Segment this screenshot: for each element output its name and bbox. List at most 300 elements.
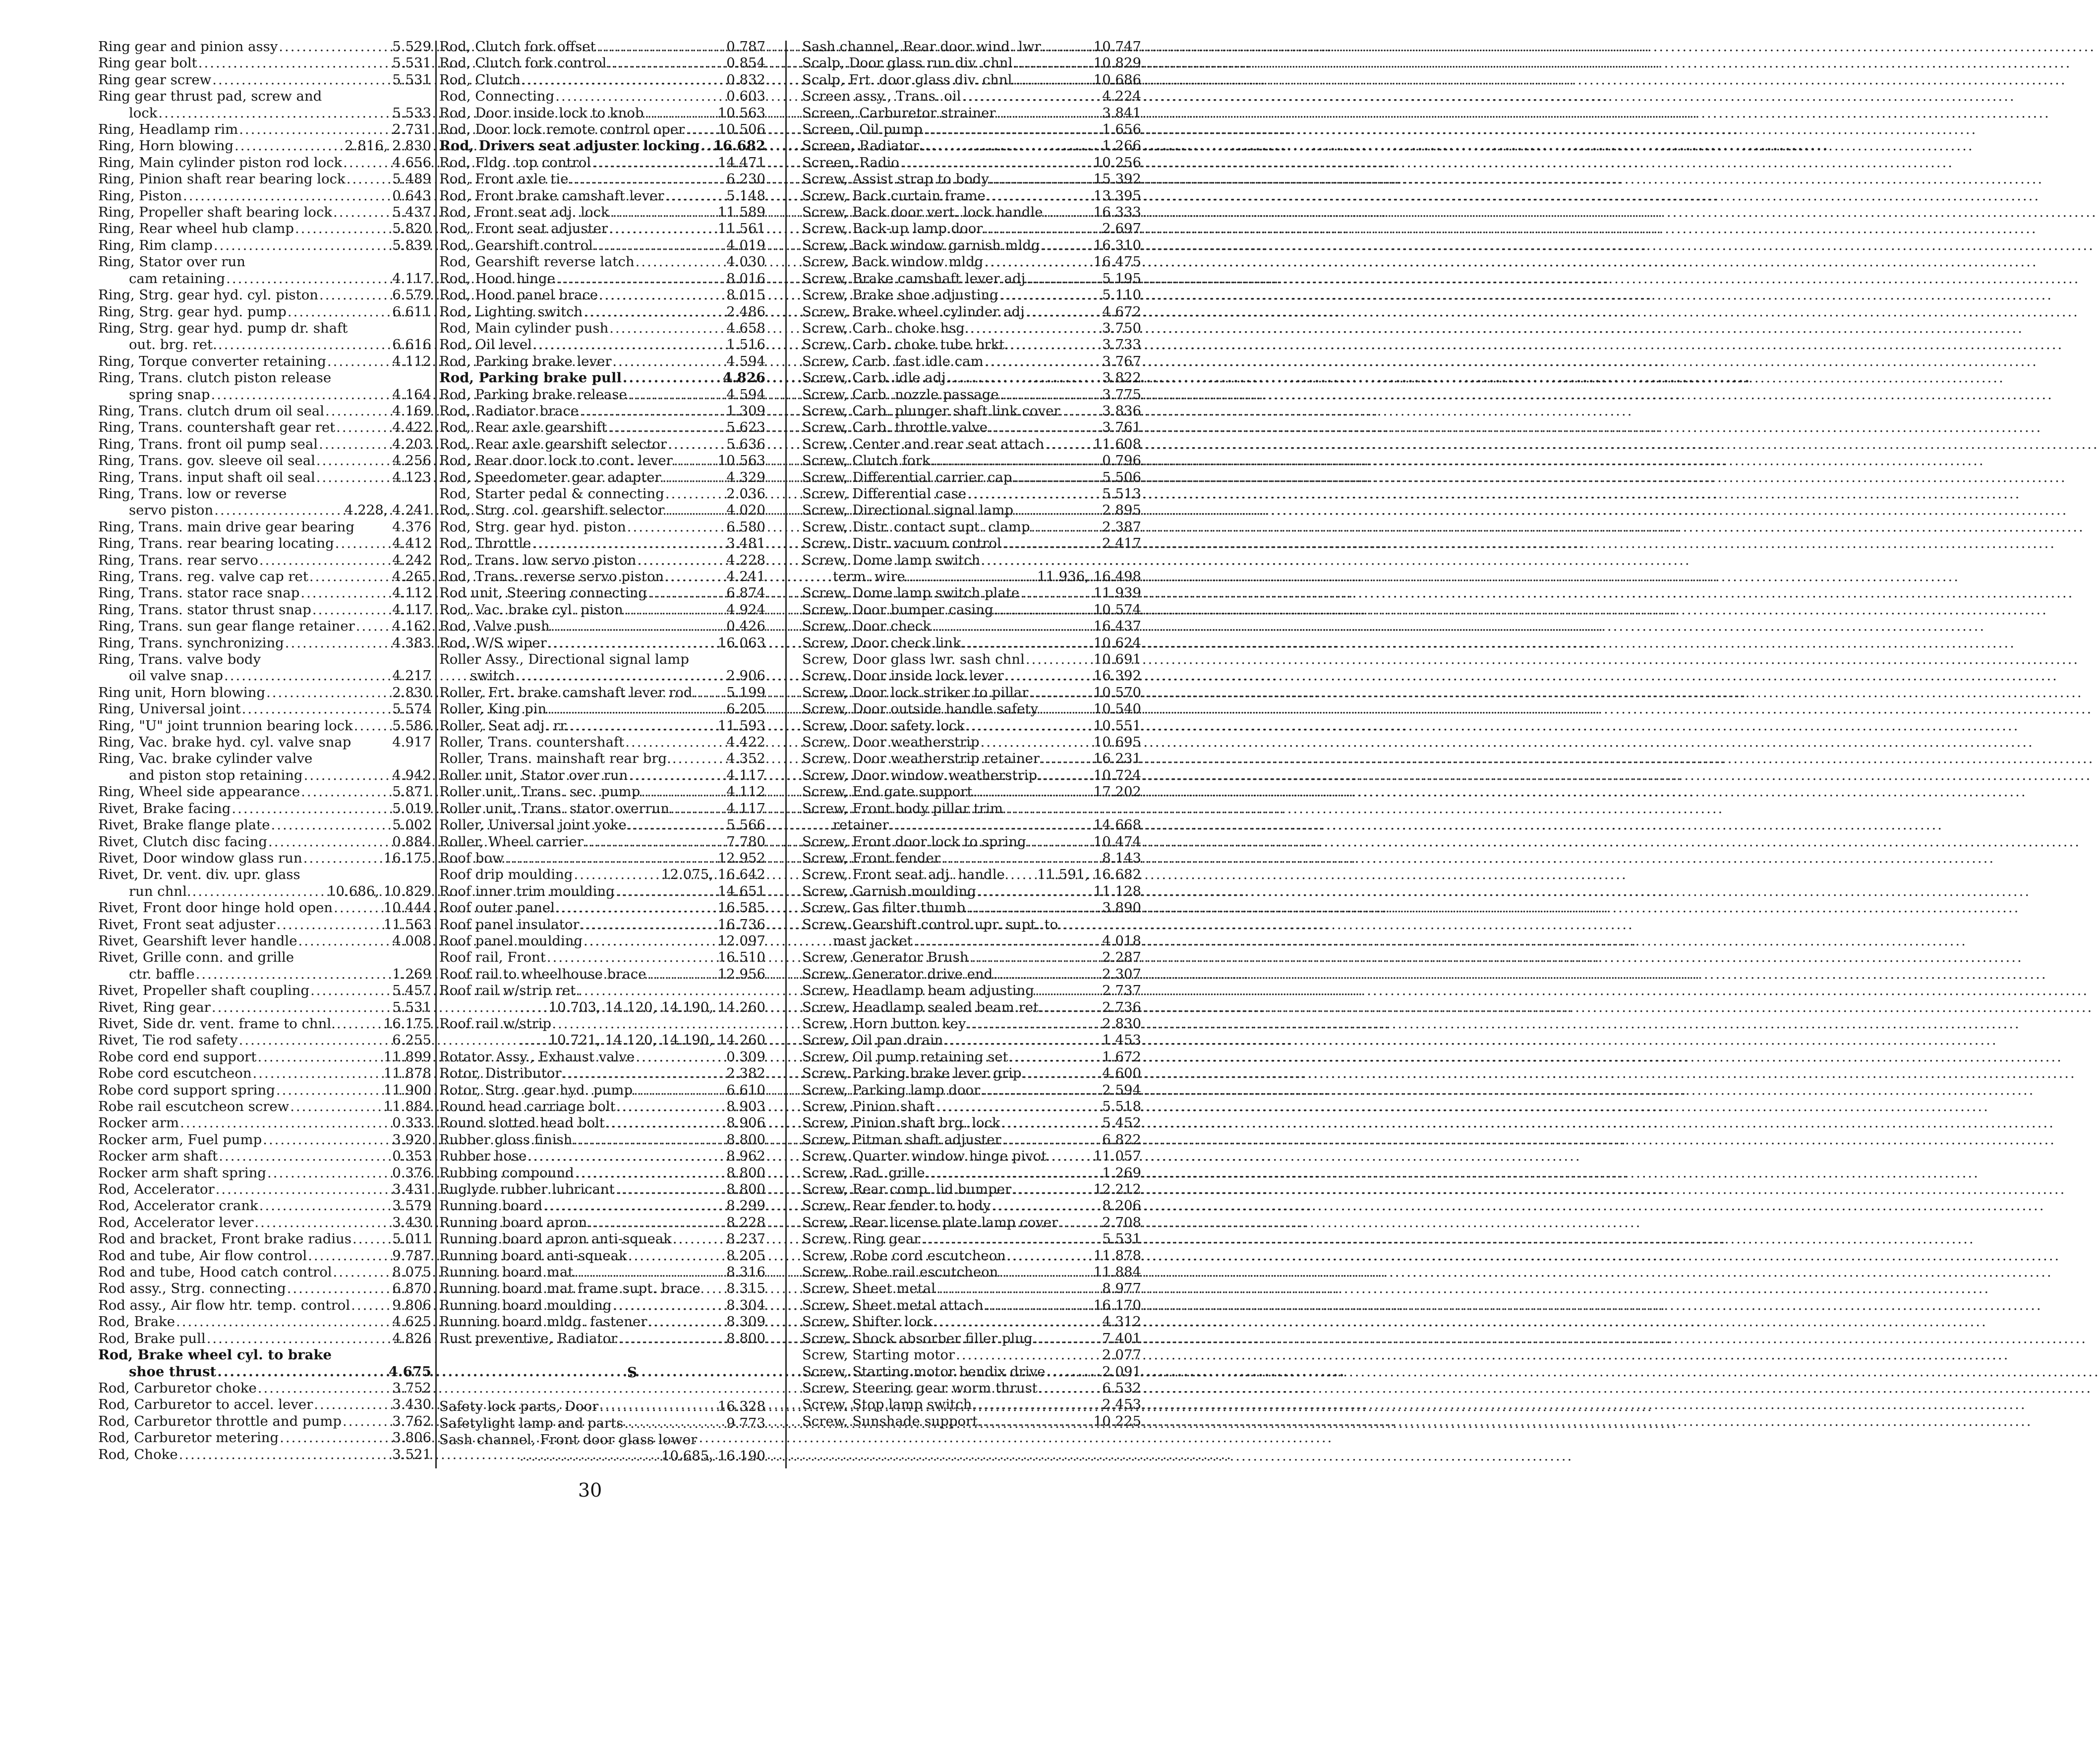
entry-page-ref: 6.616 [392,337,431,353]
entry-page-ref: 8.309 [726,1314,765,1330]
dot-leader [609,320,725,337]
dot-leader [1031,519,1102,535]
entry-page-ref: 7.401 [1102,1330,1141,1346]
entry-page-ref: 3.430 [392,1396,431,1413]
entry-page-ref: 2.697 [1102,221,1141,237]
index-entry [439,320,765,337]
dot-leader [644,105,716,121]
entry-page-ref: 16.175 [383,850,431,866]
entry-page-ref: 0.603 [726,88,765,105]
dot-leader [266,685,391,701]
index-entry [98,419,431,436]
index-entry-continued: Rod, Brake wheel cyl. to brake [98,1347,332,1363]
entry-page-ref: 9.806 [392,1297,431,1313]
entry-page-ref: 11.057 [1093,1148,1141,1164]
entry-term: Rivet, Ring gear [98,999,211,1015]
index-entry [802,966,1141,983]
index-entry-continued: Screw, Gearshift control upr. supt. to [802,916,1058,932]
index-entry [802,138,1141,154]
entry-term: Screw, Robe cord escutcheon [802,1247,1006,1264]
entry-page-ref: 15.392 [1093,171,1141,187]
index-entry [98,1115,431,1131]
entry-page-ref: 6.822 [1102,1131,1141,1148]
dot-leader [1041,237,1093,254]
index-entry [802,867,1141,883]
dot-leader [1034,1331,1102,1347]
index-entry-continued: Ring, Trans. valve body [98,651,261,668]
index-entry [802,72,1141,88]
dot-leader [931,453,1101,469]
dot-leader [985,353,1102,370]
entry-term: Rivet, Door window glass run [98,850,302,866]
entry-term: Rod, Accelerator crank [98,1198,258,1214]
entry-term: Rod assy., Strg. connecting [98,1280,286,1297]
dot-leader [268,834,391,850]
entry-term: Screw, Shifter lock [802,1314,933,1330]
entry-term: Robe cord support spring [98,1082,275,1098]
dot-leader [607,55,725,71]
index-entry [802,204,1141,221]
entry-page-ref: 3.920 [392,1131,431,1148]
dot-leader [239,121,391,138]
dot-leader [325,403,391,419]
entry-page-ref: 4.312 [1102,1314,1141,1330]
dot-leader [637,552,725,569]
entry-page-ref: 1.516 [726,337,765,353]
entry-page-ref: 5.110 [1102,287,1141,303]
entry-page-ref: 16.682 [713,138,765,154]
index-entry [439,1198,765,1214]
index-entry [802,271,1141,287]
entry-page-ref: 4.112 [392,585,431,601]
index-entry [98,1165,431,1181]
dot-leader [1035,983,1101,999]
dot-leader [1041,751,1093,767]
index-entry [98,602,431,618]
dot-leader [226,271,391,287]
dot-leader [1027,834,1093,850]
entry-page-ref: 4.112 [726,784,765,800]
entry-page-ref: 1.309 [726,403,765,419]
index-entry [98,188,431,204]
dot-leader [672,751,725,767]
entry-page-ref: 9.773 [726,1415,765,1431]
entry-page-ref: 0.376 [392,1164,431,1181]
entry-page-ref: 0.832 [726,71,765,88]
index-entry [98,1032,431,1048]
dot-leader [556,271,725,287]
entry-term: Screw, Generator drive end [802,966,993,982]
entry-page-ref: 10.563 [717,105,765,121]
dot-leader [970,320,1102,337]
entry-page-ref: 4.117 [392,601,431,618]
entry-term: Screw, Dome lamp switch plate [802,585,1020,601]
index-entry [98,1297,431,1314]
entry-term: Screw, Horn button key [802,1015,966,1032]
index-entry [439,171,765,187]
entry-term: Ring, Strg. gear hyd. pump [98,303,287,320]
index-entry-continued: Roller Assy., Directional signal lamp [439,651,689,668]
entry-page-ref: 5.623 [726,419,765,436]
index-entry [439,271,765,287]
entry-page-ref: 4.112 [392,353,431,369]
entry-term: Rod, Throttle [439,535,531,552]
entry-page-ref: 8.800 [726,1131,765,1148]
entry-page-ref: 2.486 [726,303,765,320]
entry-page-ref: 12.956 [717,966,765,982]
entry-page-ref: 14.471 [717,154,765,171]
dot-leader [271,817,391,833]
index-entry [802,403,1141,419]
entry-page-ref: 2.287 [1102,949,1141,966]
index-entry [98,72,431,88]
entry-term: Screw, Back curtain frame [802,187,986,204]
entry-term: Rod, Clutch fork offset [439,39,596,55]
index-entry [98,552,431,569]
entry-page-ref: 11.884 [1093,1264,1141,1280]
entry-page-ref: 1.672 [1102,1048,1141,1065]
dot-leader [616,1181,725,1198]
dot-leader [670,801,725,817]
entry-page-ref: 4.117 [726,800,765,816]
entry-page-ref: 8.237 [726,1231,765,1247]
entry-term: Rod, Hood panel brace [439,287,598,303]
index-entry [98,1396,431,1413]
index-entry [802,519,1141,535]
index-entry [98,1248,431,1264]
dot-leader [276,1082,383,1099]
index-entry [439,1032,765,1048]
index-entry [98,850,431,867]
index-entry [802,618,1141,635]
index-entry [98,155,431,171]
index-entry [802,933,1141,949]
index-entry [802,419,1141,436]
entry-page-ref: 0.426 [726,618,765,635]
entry-page-ref: 5.148 [726,187,765,204]
entry-term: Roof inner trim moulding [439,883,615,899]
entry-term: switch [470,668,515,684]
dot-leader [1046,1364,1101,1380]
entry-page-ref: 11.878 [1093,1247,1141,1264]
index-entry-continued: Screw, Dome lamp switch [802,552,981,568]
dot-leader [312,602,391,618]
dot-leader [1002,535,1101,552]
dot-leader [634,1082,725,1099]
index-entry [98,1314,431,1330]
index-entry [802,668,1141,684]
dot-leader [966,718,1093,734]
index-entry [802,850,1141,867]
entry-page-ref: 11.593 [717,717,765,734]
dot-leader [932,618,1093,635]
entry-page-ref: 4.030 [726,254,765,270]
entry-term: Ring, Torque converter retaining [98,353,326,369]
dot-leader [354,718,392,734]
entry-term: Rod unit, Steering connecting [439,585,647,601]
entry-page-ref: 16.170 [1093,1297,1141,1313]
dot-leader [196,966,392,983]
entry-page-ref: 16.310 [1093,237,1141,253]
index-entry-continued: Roof rail w/strip [439,1015,552,1032]
dot-leader [574,867,660,883]
entry-term: Rod, Parking brake lever [439,353,612,369]
dot-leader [573,1132,725,1148]
entry-term: Ring, Main cylinder piston rod lock [98,154,343,171]
index-entry [802,1280,1141,1297]
entry-term: Rod, Parking brake release [439,386,627,403]
entry-page-ref: 4.924 [726,601,765,618]
entry-term: Roller, Trans. mainshaft rear brg. [439,751,671,767]
index-entry [802,535,1141,552]
entry-term: Ring, Horn blowing [98,138,234,154]
index-entry [439,602,765,618]
entry-term: Screen, Carburetor strainer [802,105,996,121]
entry-page-ref: 4.656 [392,154,431,171]
index-entry [439,585,765,601]
entry-term: Screw, Door check link [802,635,961,651]
entry-page-ref: 4.164 [392,386,431,403]
entry-page-ref: 5.529 [392,39,431,55]
entry-term: Roof panel moulding [439,932,583,949]
entry-term: Rocker arm [98,1115,179,1131]
entry-term: mast jacket [833,932,913,949]
index-entry [439,635,765,651]
index-entry [98,403,431,419]
entry-term: Running board mldg. fastener [439,1314,647,1330]
entry-term: oil valve snap [129,668,223,684]
entry-term: Screw, Back-up lamp door [802,221,983,237]
entry-term: Rod, W/S wiper [439,635,547,651]
entry-term: Screw, Starting motor [802,1347,955,1363]
entry-term: Screw, Carb. nozzle passage [802,386,999,403]
dot-leader [258,1380,391,1396]
entry-page-ref: 12.097 [717,932,765,949]
entry-term: Roof rail to wheelhouse brace [439,966,646,982]
index-entry [98,1264,431,1280]
entry-term: Screw, Steering gear worm thrust [802,1380,1038,1396]
index-entry [802,1032,1141,1048]
entry-term: Rod, Choke [98,1446,178,1462]
dot-leader [301,784,391,800]
index-entry [439,1314,765,1330]
dot-leader [343,1413,391,1430]
dot-leader [1013,72,1092,88]
entry-page-ref: 4.228 [726,552,765,568]
entry-term: Screw, Carb. throttle valve [802,419,988,436]
dot-leader [613,353,726,370]
dot-leader [520,1448,660,1464]
entry-term: Screw, Starting motor bendix drive [802,1363,1046,1380]
entry-page-ref: 11.591, 16.682 [1037,867,1141,883]
dot-leader [216,1181,392,1198]
entry-page-ref: 8.075 [392,1264,431,1280]
entry-page-ref: 16.328 [717,1398,765,1415]
index-entry [439,1264,765,1280]
index-entry [439,1132,765,1148]
entry-term: Screw, Carb. idle adj. [802,370,950,386]
entry-page-ref: 3.750 [1102,320,1141,336]
index-column-2 [439,39,765,1465]
entry-term: Screw, Sheet metal attach. [802,1297,988,1313]
dot-leader [999,1264,1092,1280]
entry-page-ref: 4.352 [726,751,765,767]
index-entry [439,999,765,1016]
index-entry [802,254,1141,270]
index-entry [98,436,431,453]
entry-term: Ring, Rear wheel hub clamp [98,221,294,237]
index-entry [802,1082,1141,1099]
entry-page-ref: 0.884 [392,833,431,850]
index-entry [439,734,765,751]
dot-leader [1026,651,1093,668]
entry-page-ref: 5.820 [392,221,431,237]
entry-page-ref: 16.736 [717,916,765,932]
index-entry [439,801,765,817]
entry-term: Screw, Front door lock to spring [802,833,1026,850]
entry-term: Ring, Trans. stator thrust snap [98,601,311,618]
index-entry [802,486,1141,502]
entry-page-ref: 4.265 [392,569,431,584]
entry-term: Screw, Distr. vacuum control [802,535,1001,552]
dot-leader [914,933,1102,949]
entry-page-ref: 4.123 [392,469,431,485]
dot-leader [647,966,716,983]
entry-term: Screw, Differential case [802,485,967,502]
entry-page-ref: 2.382 [726,1065,765,1082]
index-entry [439,237,765,254]
dot-leader [547,949,717,966]
entry-term: Rod, Drivers seat adjuster locking [439,138,700,154]
entry-page-ref: 3.761 [1102,419,1141,436]
entry-page-ref: 5.531 [392,71,431,88]
entry-page-ref: 2.077 [1102,1347,1141,1363]
entry-term: Rod, Vac. brake cyl. piston [439,601,623,618]
index-entry [439,88,765,105]
index-entry [439,436,765,453]
entry-term: Screen, Radio [802,154,899,171]
index-entry [98,204,431,221]
index-entry [802,337,1141,353]
dot-leader [618,1331,725,1347]
entry-page-ref: 0.643 [392,187,431,204]
dot-leader [520,1032,548,1048]
index-entry [802,1132,1141,1148]
entry-term: Screw, Door check [802,618,931,635]
entry-page-ref: 14.651 [717,883,765,899]
dot-leader [522,72,725,88]
dot-leader [1026,271,1101,287]
entry-term: Rod, Front seat adj. lock [439,204,609,221]
index-entry [439,817,765,833]
entry-page-ref: 11.563 [383,916,431,932]
entry-term: Roof drip moulding [439,867,573,883]
entry-page-ref: 5.531 [1102,1231,1141,1247]
entry-page-ref: 6.610 [726,1082,765,1098]
index-entry [98,983,431,999]
dot-leader [335,535,391,552]
entry-page-ref: 8.906 [726,1115,765,1131]
entry-term: Screen, Oil pump [802,121,923,138]
dot-leader [207,1331,392,1347]
entry-term: Running board mat frame supt. brace [439,1280,700,1297]
dot-leader [581,917,717,933]
entry-term: Rod, Fldg. top control [439,154,591,171]
dot-leader [956,1347,1101,1363]
entry-page-ref: 2.906 [726,668,765,684]
index-entry [802,436,1141,453]
index-entry [802,1264,1141,1280]
entry-page-ref: 10.624 [1093,635,1141,651]
entry-page-ref: 8.143 [1102,850,1141,866]
dot-leader [217,1364,388,1380]
entry-term: Rod, Oil level [439,337,532,353]
entry-page-ref: 10.563 [717,453,765,469]
entry-term: spring snap [129,386,210,403]
index-entry [802,221,1141,237]
index-entry [98,966,431,983]
entry-page-ref: 2.036 [726,485,765,502]
entry-term: Screw, Front seat adj. handle [802,867,1005,883]
entry-term: and piston stop retaining [129,767,303,783]
index-entry [802,1065,1141,1082]
dot-leader [970,949,1102,966]
entry-term: Roof outer panel [439,900,555,916]
entry-page-ref: 8.800 [726,1330,765,1346]
entry-term: Rubber gloss finish [439,1131,573,1148]
dot-leader [994,602,1093,618]
dot-leader [505,850,716,867]
entry-page-ref: 10.695 [1093,734,1141,751]
index-entry [439,767,765,784]
index-entry [802,1231,1141,1247]
dot-leader [263,1132,391,1148]
index-entry [802,1314,1141,1330]
dot-leader [308,1248,391,1264]
index-entry [802,155,1141,171]
dot-leader [1038,767,1093,784]
entry-page-ref: 3.430 [392,1214,431,1230]
dot-leader [608,419,726,436]
entry-page-ref: 11.561 [717,221,765,237]
entry-term: Roller, Wheel carrier [439,833,584,850]
entry-page-ref: 5.199 [726,684,765,700]
index-entry [98,1132,431,1148]
entry-term: Running board [439,1198,542,1214]
entry-term: Rod, Carburetor throttle and pump [98,1413,342,1429]
entry-page-ref: 16.437 [1093,618,1141,635]
index-entry [802,651,1141,668]
entry-page-ref: 0.353 [392,1148,431,1164]
dot-leader [176,1314,391,1330]
entry-term: Screw, Directional signal lamp [802,502,1014,519]
entry-term: Roof panel insulator [439,916,580,932]
entry-term: Ring, Pinion shaft rear bearing lock [98,171,346,187]
dot-leader [1040,999,1101,1016]
entry-page-ref: 14.668 [1093,817,1141,833]
index-entry [802,602,1141,618]
dot-leader [214,237,391,254]
entry-term: Scalp, Door glass run div. chnl. [802,55,1017,71]
index-entry [802,718,1141,734]
index-entry [802,1165,1141,1181]
entry-page-ref: 16.392 [1093,668,1141,684]
dot-leader [936,1099,1102,1115]
entry-term: Screw, Clutch fork [802,453,931,469]
entry-term: Rod, Gearshift reverse latch [439,254,635,270]
index-entry [439,1398,765,1415]
index-entry [98,900,431,916]
